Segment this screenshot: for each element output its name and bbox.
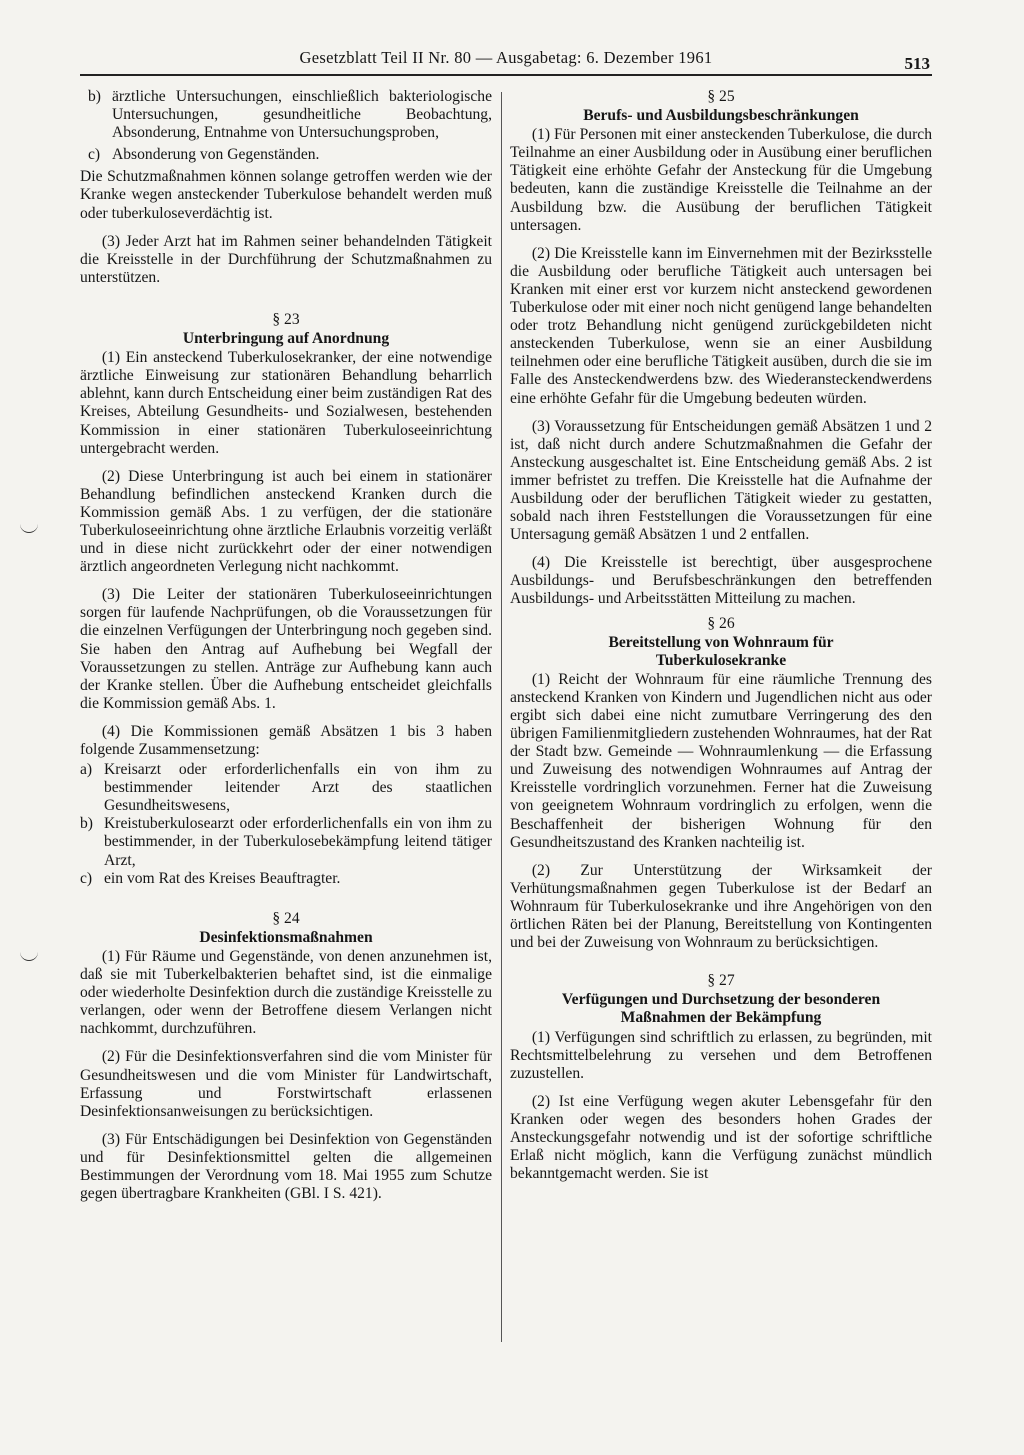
paragraph: (2) Diese Unterbringung ist auch bei einem in stationärer Behandlung befindlichen ansteckend Kranken durch die Kommission gemäß Abs. 1 zu verfügen, der die stationäre Tuberkuloseeinrichtung ohne ärztliche Erlaubnis vorzeitig verläßt und in diese nicht zurückkehrt oder der einer notwendigen ärztlich angeordneten Verlegung nicht nachkommt. [80,467,492,576]
paragraph: (4) Die Kreisstelle ist berechtigt, über ausgesprochene Ausbildungs- und Berufsbeschränkungen den betreffenden Ausbildungs- und Arbeitsstätten Mitteilung zu machen. [510,554,932,608]
section-number: § 25 [707,88,735,105]
paragraph: (3) Voraussetzung für Entscheidungen gemäß Absätzen 1 und 2 ist, daß nicht durch andere Schutzmaßnahmen die Gefahr der Ansteckung ausgeschaltet ist. Eine Entscheidung gemäß Abs. 2 ist immer befristet zu treffen. Die Kreisstelle hat die Aufnahme der Ausbildung oder der beruflichen Tätigkeit wieder zu gestatten, sobald nach ihren Feststellungen die Voraussetzungen für eine Untersagung gemäß Absätzen 1 und 2 entfallen. [510,417,932,544]
list-label: c) [88,146,101,164]
list-label: b) [88,88,101,105]
paragraph: (3) Die Leiter der stationären Tuberkuloseeinrichtungen sorgen für laufende Nachprüfungen, ob die Voraussetzungen für die einzelnen Verfügungen der Unterbringung noch gegeben sind. Sie haben den Antrag auf Aufhebung bei Wegfall der Voraussetzungen zu stellen. Anträge zur Aufhebung kann auch der Kranke stellen. Über die Aufhebung entscheidet gleichfalls die Kommission gemäß Abs. 1. [80,586,492,712]
section-title: Bereitstellung von Wohnraum für Tuberkulosekranke [608,633,834,669]
left-column [80,88,492,1203]
paragraph: (3) Für Entschädigungen bei Desinfektion von Gegenständen und für Desinfektionsmittel gelten die allgemeinen Bestimmungen der Verordnung vom 18. Mai 1955 zum Schutze gegen übertragbare Krankheiten (GBl. I S. 421). [80,1130,492,1203]
paragraph: (1) Reicht der Wohnraum für eine räumliche Trennung des ansteckend Kranken von Kindern und Jugendlichen nicht aus oder ergibt sich dabei eine nicht zumutbare Verringerung des den übrigen Familienmitgliedern zustehenden Wohnraumes, hat der Rat der Stadt bzw. Gemeinde — Wohnraumlenkung — die Erfassung und Zuweisung des notwendigen Wohnraumes auf Antrag der Kreisstelle vordringlich vorzunehmen. Ferner hat die Zuweisung von geeignetem Wohnraum vordringlich zu erfolgen, wenn die Beschaffenheit der bisherigen Wohnung für den Gesundheitszustand des Kranken nachteilig ist. [510,670,932,851]
paragraph: (4) Die Kommissionen gemäß Absätzen 1 bis 3 haben folgende Zusammensetzung: [80,722,492,758]
list-label: a) [80,761,93,779]
paragraph: (1) Für Räume und Gegenstände, von denen anzunehmen ist, daß sie mit Tuberkelbakterien behaftet sind, ist die einmalige oder wiederholte Desinfektion durch die zuständige Kreisstelle zu verlangen, oder wenn der Betroffene diesem Verlangen nicht nachkommt, durchzuführen. [80,947,492,1038]
page-number: 513 [904,54,930,73]
list-text: ein vom Rat des Kreises Beauftragter. [104,869,341,887]
section-title: Berufs- und Ausbildungsbeschränkungen [583,107,859,125]
paragraph: (3) Jeder Arzt hat im Rahmen seiner behandelnden Tätigkeit die Kreisstelle in der Durchführung der Schutzmaßnahmen zu unterstützen. [80,232,492,286]
paragraph: (1) Für Personen mit einer ansteckenden Tuberkulose, die durch Teilnahme an einer Ausbildung oder in Ausübung einer beruflichen Tätigkeit eine erhöhte Gefahr der Ansteckung für die Umgebung bedeuten, kann die zuständige Kreisstelle die Teilnahme an der Ausbildung bzw. die Ausübung der beruflichen Tätigkeit untersagen. [510,126,932,234]
section-number: § 27 [707,972,735,990]
section-title: Unterbringung auf Anordnung [182,330,390,348]
list-item [80,815,492,869]
paragraph: (2) Für die Desinfektionsverfahren sind die vom Minister für Gesundheitswesen und die vom Minister für Landwirtschaft, Erfassung und Forstwirtschaft erlassenen Desinfektionsanweisungen zu berücksichtigen. [80,1048,492,1120]
margin-mark [20,950,38,961]
paragraph: (2) Die Kreisstelle kann im Einvernehmen mit der Bezirksstelle die Ausbildung oder berufliche Tätigkeit auch untersagen bei Kranken mit einer erst vor kurzem nicht ansteckend gewordenen Tuberkulose oder mit einer noch nicht genügend lange behandelten oder trotz Behandlung nicht genügend zurückgebildeten nicht ansteckenden Tuberkulose, wenn sie an einer Ausbildung teilnehmen oder eine berufliche Tätigkeit ausüben, durch die sie im Falle des Ansteckendwerdens bzw. des Wiederansteckendwerdens eine erhöhte Gefahr für die Umgebung bedeuten würden. [510,244,932,407]
paragraph: (1) Verfügungen sind schriftlich zu erlassen, zu begründen, mit Rechtsmittelbelehrung zu versehen und dem Betroffenen zuzustellen. [510,1028,932,1082]
section-title: Verfügungen und Durchsetzung der besonderen Maßnahmen der Bekämpfung [561,991,881,1027]
paragraph: (2) Ist eine Verfügung wegen akuter Lebensgefahr für den Kranken oder wegen des besonders hohen Grades der Ansteckungsgefahr notwendig und ist der sofortige schriftliche Erlaß nicht möglich, kann die Verfügung zunächst mündlich bekanntgemacht werden. Sie ist [510,1092,932,1183]
page-header [80,44,932,76]
header-title: Gesetzblatt Teil II Nr. 80 — Ausgabetag: 6. Dezember 1961 [299,48,713,67]
section-number: § 26 [707,614,735,632]
list-item [80,870,492,888]
right-column [510,88,932,1183]
list-text: Absonderung von Gegenständen. [112,146,320,164]
column-divider [501,92,502,1342]
list-text: Kreistuberkulosearzt oder erforderlichenfalls ein von ihm zu bestimmender, in der Tuberkulosebekämpfung leitend tätiger Arzt, [104,815,492,869]
list-item [80,761,492,815]
list-label: b) [80,815,93,833]
section-number: § 23 [272,310,300,328]
paragraph: Die Schutzmaßnahmen können solange getroffen werden wie der Kranke wegen ansteckender Tuberkulose behandelt werden muß oder tuberkuloseverdächtig ist. [80,168,492,222]
section-number: § 24 [272,909,300,927]
paragraph: (1) Ein ansteckend Tuberkulosekranker, der eine notwendige ärztliche Einweisung zur stationären Behandlung beharrlich ablehnt, kann durch Entscheidung einer beim zuständigen Rat des Kreises, Abteilung Gesundheits- und Sozialwesen, bestehenden Kommission in einer stationären Tuberkuloseeinrichtung untergebracht werden. [80,349,492,457]
section-title: Desinfektionsmaßnahmen [199,928,373,946]
margin-mark [20,522,38,533]
list-item [80,88,492,142]
list-text: Kreisarzt oder erforderlichenfalls ein von ihm zu bestimmender leitender Arzt des staatlichen Gesundheitswesens, [104,761,492,815]
list-label: c) [80,869,93,887]
paragraph: (2) Zur Unterstützung der Wirksamkeit der Verhütungsmaßnahmen gegen Tuberkulose ist der Bedarf an Wohnraum für Tuberkulosekranke und ihre Angehörigen von den örtlichen Räten bei der Planung, Bereitstellung von Kontingenten und bei der Zuweisung von Wohnraum zu berücksichtigen. [510,861,932,952]
list-text: ärztliche Untersuchungen, einschließlich bakteriologische Untersuchungen, gesundheitliche Beobachtung, Absonderung, Entnahme von Untersuchungsproben, [112,88,492,142]
list-item [80,146,492,164]
